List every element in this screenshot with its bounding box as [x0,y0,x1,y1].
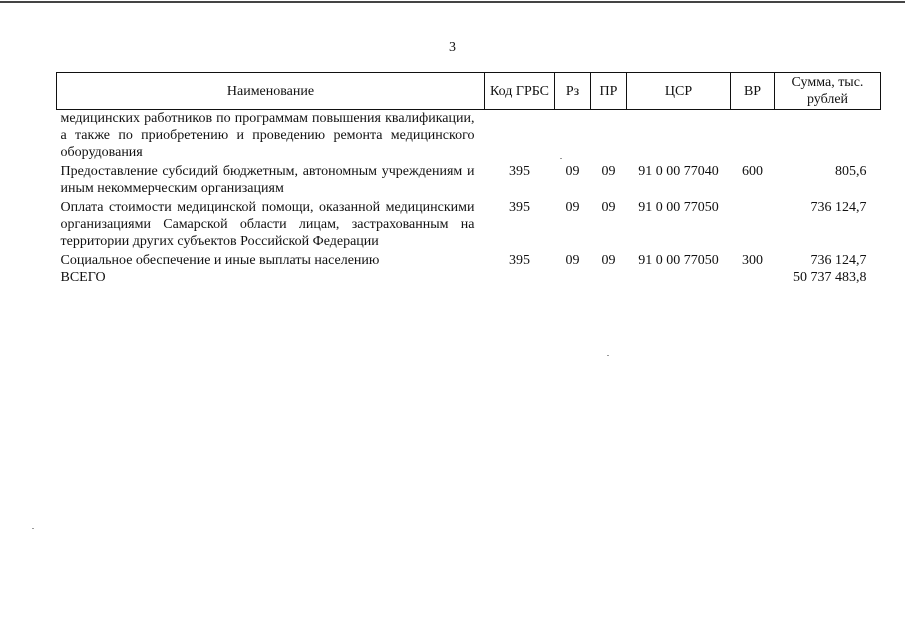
row-vr [731,197,775,250]
table-row [57,250,881,269]
row-name: ВСЕГО [60,270,106,285]
table-row-total [57,269,881,286]
row-sum: 50 737 483,8 [793,270,867,285]
table-row [57,161,881,197]
header-grbs: Код ГРБС [485,73,555,110]
row-grbs: 395 [509,164,530,179]
row-pr [591,269,627,286]
row-sum [775,110,881,162]
row-grbs [485,110,555,162]
header-csr: ЦСР [627,73,731,110]
row-pr: 09 [601,253,616,268]
row-name: Социальное обеспечение и иные выплаты населению [60,253,380,268]
row-sum: 736 124,7 [810,200,867,215]
page-number: 3 [449,40,456,55]
row-vr: 300 [742,253,763,268]
row-csr: 91 0 00 77050 [638,253,719,268]
row-pr: 09 [601,164,616,179]
header-rz: Рз [555,73,591,110]
header-vr: ВР [731,73,775,110]
row-rz: 09 [565,253,580,268]
row-csr: 91 0 00 77040 [638,164,719,179]
header-sum: Сумма, тыс. рублей [775,73,881,110]
budget-table [56,72,881,286]
row-vr: 600 [742,164,763,179]
row-sum: 736 124,7 [810,253,867,268]
row-vr [731,110,775,162]
row-sum: 805,6 [835,164,867,179]
row-grbs: 395 [509,200,530,215]
row-pr: 09 [601,200,616,215]
row-grbs [485,269,555,286]
row-grbs: 395 [509,253,530,268]
row-vr [731,269,775,286]
scan-speck [607,355,609,356]
row-rz [555,269,591,286]
scan-speck [560,158,562,159]
row-rz: 09 [565,164,580,179]
row-name: Предоставление субсидий бюджетным, автономным учреждениям и иным некоммерческим организациям [60,164,475,196]
scan-speck [32,528,34,529]
row-name: медицинских работников по программам повышения квалификации, а также по приобретению и проведению ремонта медицинского оборудования [60,111,475,160]
row-csr [627,110,731,162]
header-name: Наименование [57,73,485,110]
table-header-row [57,73,881,110]
table-row [57,197,881,250]
row-csr: 91 0 00 77050 [638,200,719,215]
row-name: Оплата стоимости медицинской помощи, оказанной медицинскими организациями Самарской области лицам, застрахованным на территории других субъектов Российской Федерации [60,200,475,249]
row-rz [555,110,591,162]
table-row [57,110,881,162]
scan-edge-line [0,1,905,3]
header-pr: ПР [591,73,627,110]
row-csr [627,269,731,286]
row-pr [591,110,627,162]
row-rz: 09 [565,200,580,215]
